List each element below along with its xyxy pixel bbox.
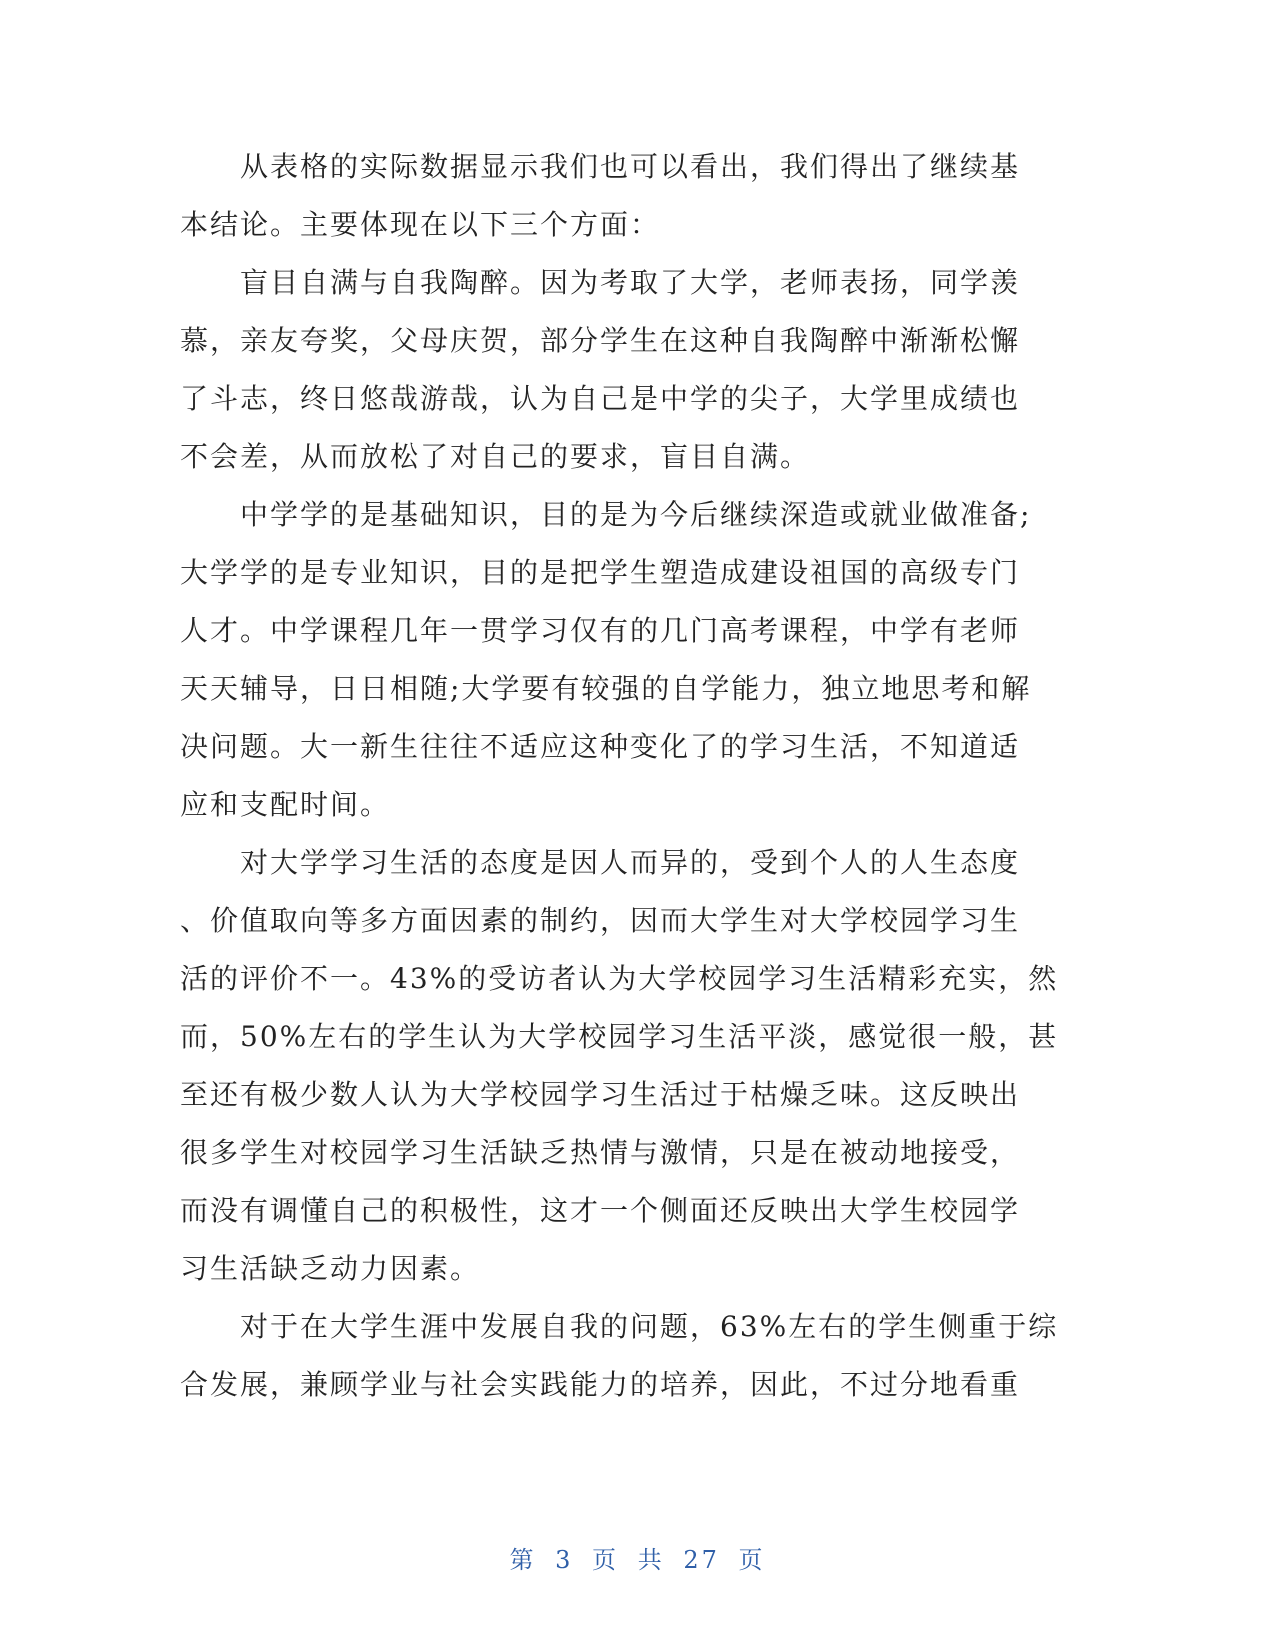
text-line: 盲目自满与自我陶醉。因为考取了大学，老师表扬，同学羡 bbox=[240, 266, 1021, 299]
paragraph bbox=[180, 1298, 1059, 1414]
text-line: 而没有调懂自己的积极性，这才一个侧面还反映出大学生校园学 bbox=[180, 1194, 1021, 1227]
text-line: 很多学生对校园学习生活缺乏热情与激情，只是在被动地接受， bbox=[180, 1136, 1021, 1169]
text-line: 决问题。大一新生往往不适应这种变化了的学习生活，不知道适 bbox=[180, 730, 1021, 763]
text-line: 合发展，兼顾学业与社会实践能力的培养，因此，不过分地看重 bbox=[180, 1368, 1021, 1401]
paragraph bbox=[180, 138, 1030, 254]
text-line: 活的评价不一。43%的受访者认为大学校园学习生活精彩充实，然 bbox=[180, 962, 1059, 995]
text-line: 对于在大学生涯中发展自我的问题，63%左右的学生侧重于综 bbox=[240, 1310, 1059, 1343]
text-line: 而，50%左右的学生认为大学校园学习生活平淡，感觉很一般，甚 bbox=[180, 1020, 1059, 1053]
footer-suffix: 页 bbox=[738, 1546, 766, 1574]
footer-current-page: 3 bbox=[555, 1546, 574, 1574]
text-line: 慕，亲友夸奖，父母庆贺，部分学生在这种自我陶醉中渐渐松懈 bbox=[180, 324, 1021, 357]
text-line: 大学学的是专业知识，目的是把学生塑造成建设祖国的高级专门 bbox=[180, 556, 1021, 589]
footer-prefix: 第 bbox=[509, 1546, 537, 1574]
footer-total-word: 共 bbox=[637, 1546, 665, 1574]
page-number-footer bbox=[0, 1540, 1275, 1575]
text-line: 至还有极少数人认为大学校园学习生活过于枯燥乏味。这反映出 bbox=[180, 1078, 1021, 1111]
text-line: 习生活缺乏动力因素。 bbox=[180, 1252, 481, 1285]
paragraph bbox=[180, 254, 1030, 486]
text-line: 不会差，从而放松了对自己的要求，盲目自满。 bbox=[180, 440, 811, 473]
paragraph bbox=[180, 834, 1059, 1298]
paragraph bbox=[180, 486, 1030, 834]
text-line: 应和支配时间。 bbox=[180, 788, 391, 821]
text-line: 中学学的是基础知识，目的是为今后继续深造或就业做准备; bbox=[240, 498, 1032, 531]
text-line: 本结论。主要体现在以下三个方面： bbox=[180, 208, 661, 241]
text-line: 、价值取向等多方面因素的制约，因而大学生对大学校园学习生 bbox=[180, 904, 1021, 937]
text-line: 人才。中学课程几年一贯学习仅有的几门高考课程，中学有老师 bbox=[180, 614, 1021, 647]
text-line: 天天辅导，日日相随;大学要有较强的自学能力，独立地思考和解 bbox=[180, 672, 1032, 705]
text-line: 了斗志，终日悠哉游哉，认为自己是中学的尖子，大学里成绩也 bbox=[180, 382, 1021, 415]
footer-total-pages: 27 bbox=[683, 1546, 720, 1574]
text-line: 对大学学习生活的态度是因人而异的，受到个人的人生态度 bbox=[240, 846, 1021, 879]
footer-page-word: 页 bbox=[592, 1546, 620, 1574]
text-line: 从表格的实际数据显示我们也可以看出，我们得出了继续基 bbox=[240, 150, 1021, 183]
document-body bbox=[180, 138, 1059, 1414]
